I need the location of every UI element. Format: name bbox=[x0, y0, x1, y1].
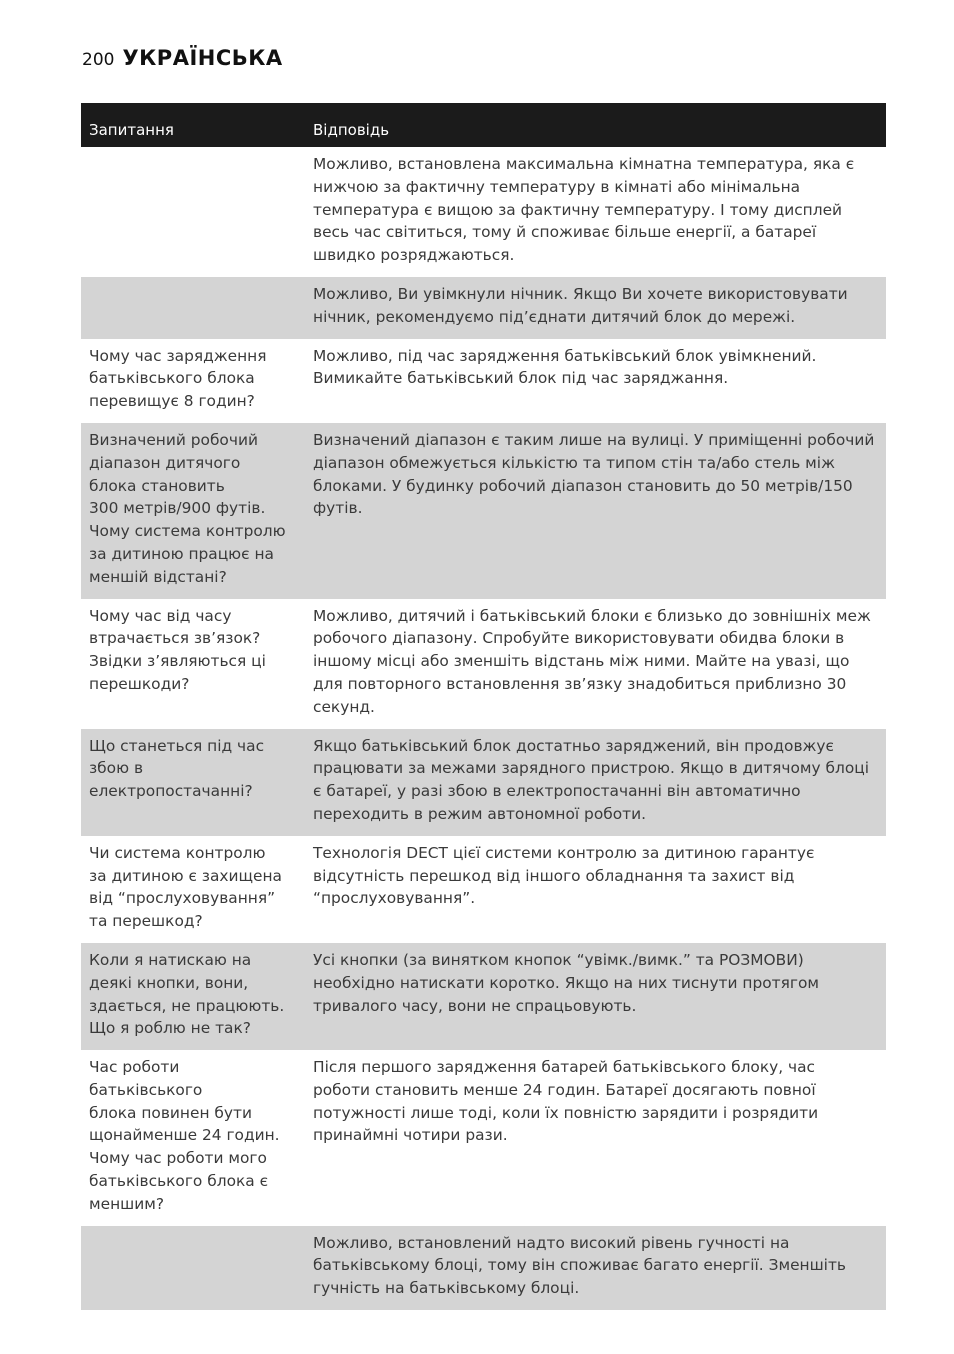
question-cell bbox=[81, 1226, 305, 1310]
column-header-question: Запитання bbox=[81, 103, 305, 147]
answer-cell: Можливо, встановлений надто високий рівень гучності на батьківському блоці, тому він споживає багато енергії. Зменшіть гучність на батьківському блоці. bbox=[305, 1226, 886, 1310]
table-row bbox=[81, 277, 886, 339]
table-row bbox=[81, 423, 886, 599]
question-cell: Час роботи батьківського блока повинен бути щонайменше 24 годин. Чому час роботи мого батьківського блока є меншим? bbox=[89, 1058, 280, 1213]
table-row bbox=[81, 599, 886, 729]
question-cell: Визначений робочий діапазон дитячого блока становить 300 метрів/900 футів. Чому система контролю за дитиною працює на меншій відстані? bbox=[81, 423, 305, 599]
answer-cell: Технологія DECT цієї системи контролю за дитиною гарантує відсутність перешкод від іншого обладнання та захист від “прослуховування”. bbox=[313, 843, 815, 908]
faq-table bbox=[81, 103, 886, 1310]
section-title: УКРАЇНСЬКА bbox=[122, 46, 283, 70]
question-cell: Чому час від часу втрачається зв’язок? Звідки з’являються ці перешкоди? bbox=[89, 606, 266, 693]
table-row bbox=[81, 147, 886, 277]
table-row bbox=[81, 836, 886, 943]
answer-cell: Після першого зарядження батарей батьківського блоку, час роботи становить менше 24 годин. Батареї досягають повної потужності лише тоді, коли їх повністю зарядити і розрядити принаймні чотири рази. bbox=[313, 1058, 819, 1145]
answer-cell: Можливо, дитячий і батьківський блоки є близько до зовнішніх меж робочого діапазону. Спробуйте використовувати обидва блоки в іншому місці або зменшіть відстань між ними. Майте на увазі, що для повторного встановлення зв’язку знадобиться приблизно 30 секунд. bbox=[313, 606, 871, 716]
question-cell: Що станеться під час збою в електропостачанні? bbox=[81, 729, 305, 836]
answer-cell: Визначений діапазон є таким лише на вулиці. У приміщенні робочий діапазон обмежується кількістю та типом стін та/або стель між блоками. У будинку робочий діапазон становить до 50 метрів/150 футів. bbox=[305, 423, 886, 599]
column-header-answer: Відповідь bbox=[305, 103, 886, 147]
table-row bbox=[81, 339, 886, 423]
question-cell: Коли я натискаю на деякі кнопки, вони, здається, не працюють. Що я роблю не так? bbox=[81, 943, 305, 1050]
table-row bbox=[81, 1226, 886, 1310]
table-row bbox=[81, 1050, 886, 1226]
answer-cell: Якщо батьківський блок достатньо заряджений, він продовжує працювати за межами зарядного пристрою. Якщо в дитячому блоці є батареї, у разі збою в електропостачанні він автоматично переходить в режим автономної роботи. bbox=[305, 729, 886, 836]
question-cell: Чому час зарядження батьківського блока перевищує 8 годин? bbox=[89, 346, 267, 411]
table-header-row bbox=[81, 103, 886, 147]
answer-cell: Усі кнопки (за винятком кнопок “увімк./вимк.” та РОЗМОВИ) необхідно натискати коротко. Якщо на них тиснути протягом тривалого часу, вони не спрацьовують. bbox=[305, 943, 886, 1050]
answer-cell: Можливо, Ви увімкнули нічник. Якщо Ви хочете використовувати нічник, рекомендуємо під’єднати дитячий блок до мережі. bbox=[305, 277, 886, 339]
table-row bbox=[81, 943, 886, 1050]
page-number: 200 bbox=[82, 50, 115, 70]
question-cell: Чи система контролю за дитиною є захищена від “прослуховування” та перешкод? bbox=[89, 843, 282, 931]
answer-cell: Можливо, встановлена максимальна кімнатна температура, яка є нижчою за фактичну температуру в кімнаті або мінімальна температура є вищою за фактичну температуру. І тому дисплей весь час світиться, тому й споживає більше енергії, а батареї швидко розряджаються. bbox=[313, 155, 855, 265]
answer-cell: Можливо, під час зарядження батьківський блок увімкнений. Вимикайте батьківський блок під час заряджання. bbox=[313, 346, 817, 388]
question-cell bbox=[81, 147, 305, 277]
question-cell bbox=[81, 277, 305, 339]
page-header bbox=[82, 46, 283, 76]
table-row bbox=[81, 729, 886, 836]
